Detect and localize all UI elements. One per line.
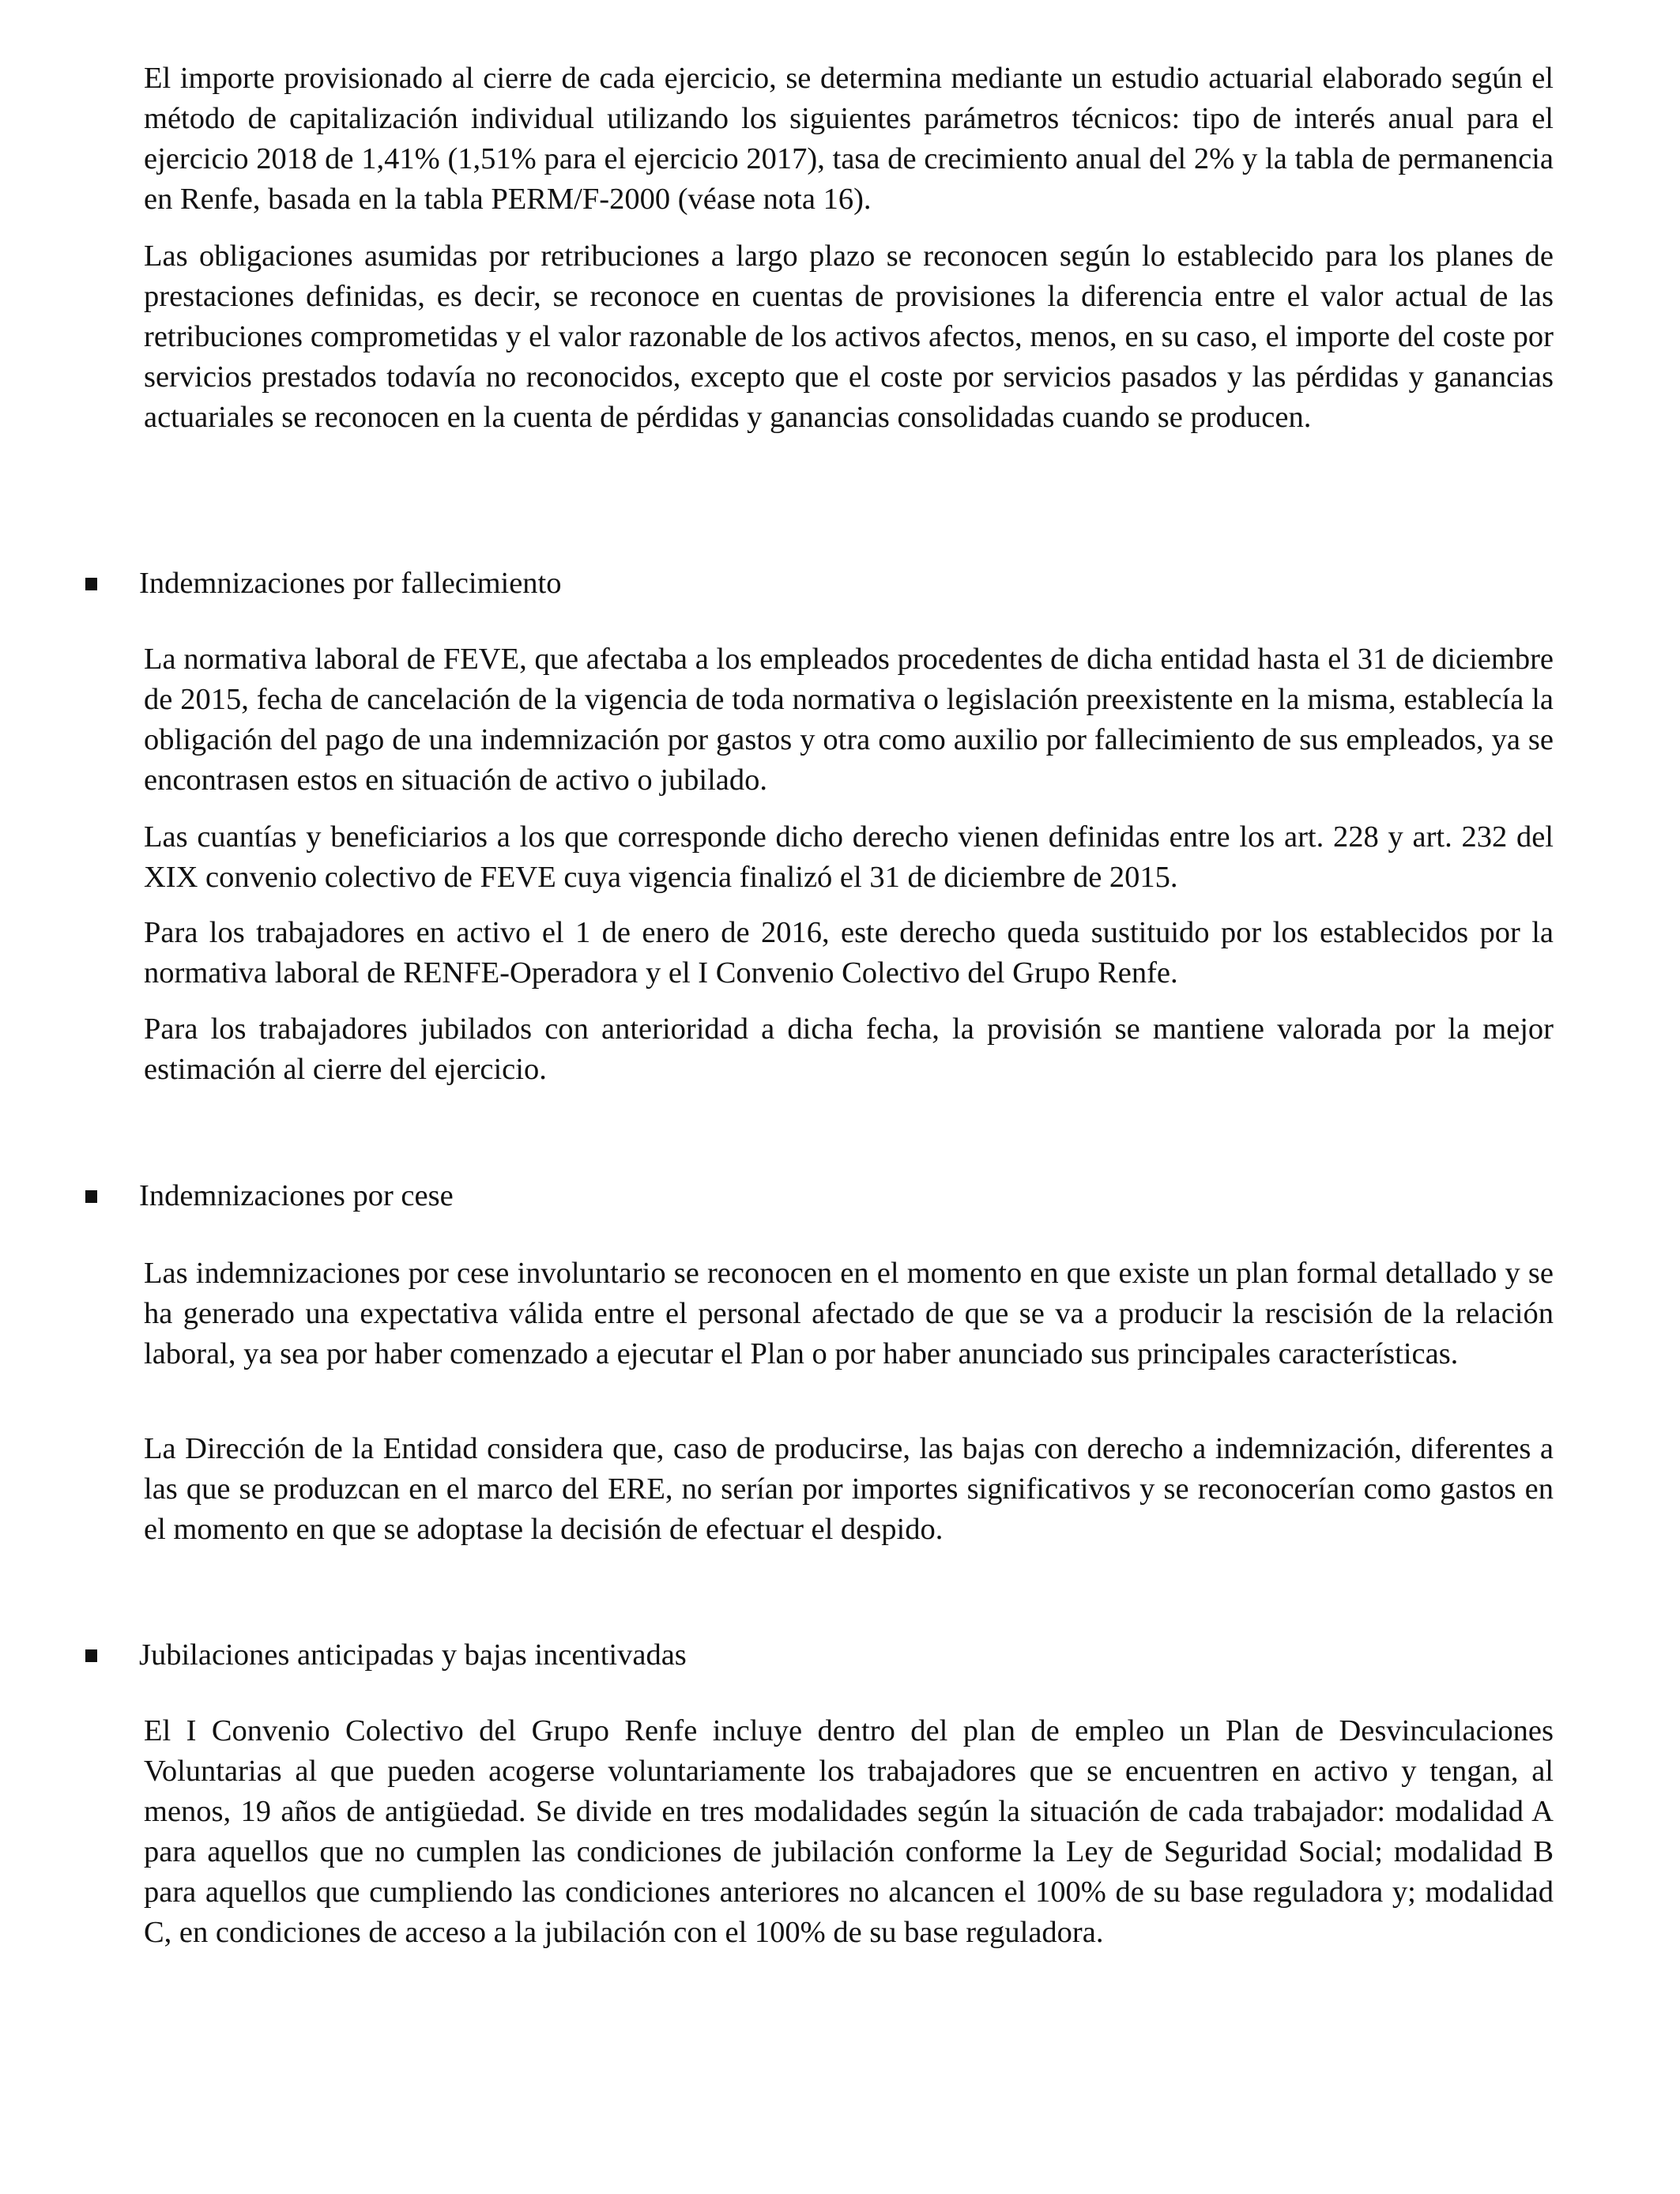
square-bullet-icon <box>85 1649 97 1662</box>
paragraph: Las cuantías y beneficiarios a los que corresponde dicho derecho vienen definidas entre los art. 228 y art. 232 del XIX convenio colectivo de FEVE cuya vigencia finalizó el 31 de diciembre de 2015. <box>144 820 1554 894</box>
paragraph: El I Convenio Colectivo del Grupo Renfe incluye dentro del plan de empleo un Plan de Desvinculaciones Voluntarias al que pueden acogerse voluntariamente los trabajadores que se encuentren en activo y tengan, al menos, 19 años de antigüedad. Se divide en tres modalidades según la situación de cada trabajador: modalidad A para aquellos que no cumplen las condiciones de jubilación conforme la Ley de Seguridad Social; modalidad B para aquellos que cumpliendo las condiciones anteriores no alcancen el 100% de su base reguladora y; modalidad C, en condiciones de acceso a la jubilación con el 100% de su base reguladora. <box>144 1714 1554 1949</box>
section-3-paragraph-1 <box>144 1711 1554 1953</box>
paragraph: Las indemnizaciones por cese involuntario se reconocen en el momento en que existe un plan formal detallado y se ha generado una expectativa válida entre el personal afectado de que se va a producir la rescisión de la relación laboral, ya sea por haber comenzado a ejecutar el Plan o por haber anunciado sus principales características. <box>144 1257 1554 1370</box>
paragraph: La Dirección de la Entidad considera que, caso de producirse, las bajas con derecho a indemnización, diferentes a las que se produzcan en el marco del ERE, no serían por importes significativos y se reconocerían como gastos en el momento en que se adoptase la decisión de efectuar el despido. <box>144 1432 1554 1546</box>
intro-paragraph-1 <box>144 58 1554 220</box>
square-bullet-icon <box>85 1190 97 1203</box>
section-heading-text: Jubilaciones anticipadas y bajas incentivadas <box>139 1638 687 1672</box>
section-1-paragraph-4 <box>144 1009 1554 1090</box>
section-heading-text: Indemnizaciones por fallecimiento <box>139 567 562 600</box>
paragraph: La normativa laboral de FEVE, que afectaba a los empleados procedentes de dicha entidad hasta el 31 de diciembre de 2015, fecha de cancelación de la vigencia de toda normativa o legislación preexistente en la misma, establecía la obligación del pago de una indemnización por gastos y otra como auxilio por fallecimiento de sus empleados, ya se encontrasen estos en situación de activo o jubilado. <box>144 643 1554 797</box>
section-1-paragraph-3 <box>144 913 1554 993</box>
intro-paragraph-2 <box>144 236 1554 438</box>
section-1-paragraph-2 <box>144 817 1554 898</box>
paragraph: Para los trabajadores jubilados con anterioridad a dicha fecha, la provisión se mantiene valorada por la mejor estimación al cierre del ejercicio. <box>144 1012 1554 1086</box>
section-2-paragraph-2 <box>144 1429 1554 1550</box>
paragraph: Para los trabajadores en activo el 1 de enero de 2016, este derecho queda sustituido por los establecidos por la normativa laboral de RENFE-Operadora y el I Convenio Colectivo del Grupo Renfe. <box>144 916 1554 990</box>
paragraph: Las obligaciones asumidas por retribuciones a largo plazo se reconocen según lo establecido para los planes de prestaciones definidas, es decir, se reconoce en cuentas de provisiones la diferencia entre el valor actual de las retribuciones comprometidas y el valor razonable de los activos afectos, menos, en su caso, el importe del coste por servicios prestados todavía no reconocidos, excepto que el coste por servicios pasados y las pérdidas y ganancias actuariales se reconocen en la cuenta de pérdidas y ganancias consolidadas cuando se producen. <box>144 239 1554 434</box>
section-1-paragraph-1 <box>144 639 1554 801</box>
section-2-paragraph-1 <box>144 1253 1554 1374</box>
square-bullet-icon <box>85 578 97 590</box>
section-heading-text: Indemnizaciones por cese <box>139 1179 454 1212</box>
paragraph: El importe provisionado al cierre de cada ejercicio, se determina mediante un estudio actuarial elaborado según el método de capitalización individual utilizando los siguientes parámetros técnicos: tipo de interés anual para el ejercicio 2018 de 1,41% (1,51% para el ejercicio 2017), tasa de crecimiento anual del 2% y la tabla de permanencia en Renfe, basada en la tabla PERM/F-2000 (véase nota 16). <box>144 62 1554 216</box>
